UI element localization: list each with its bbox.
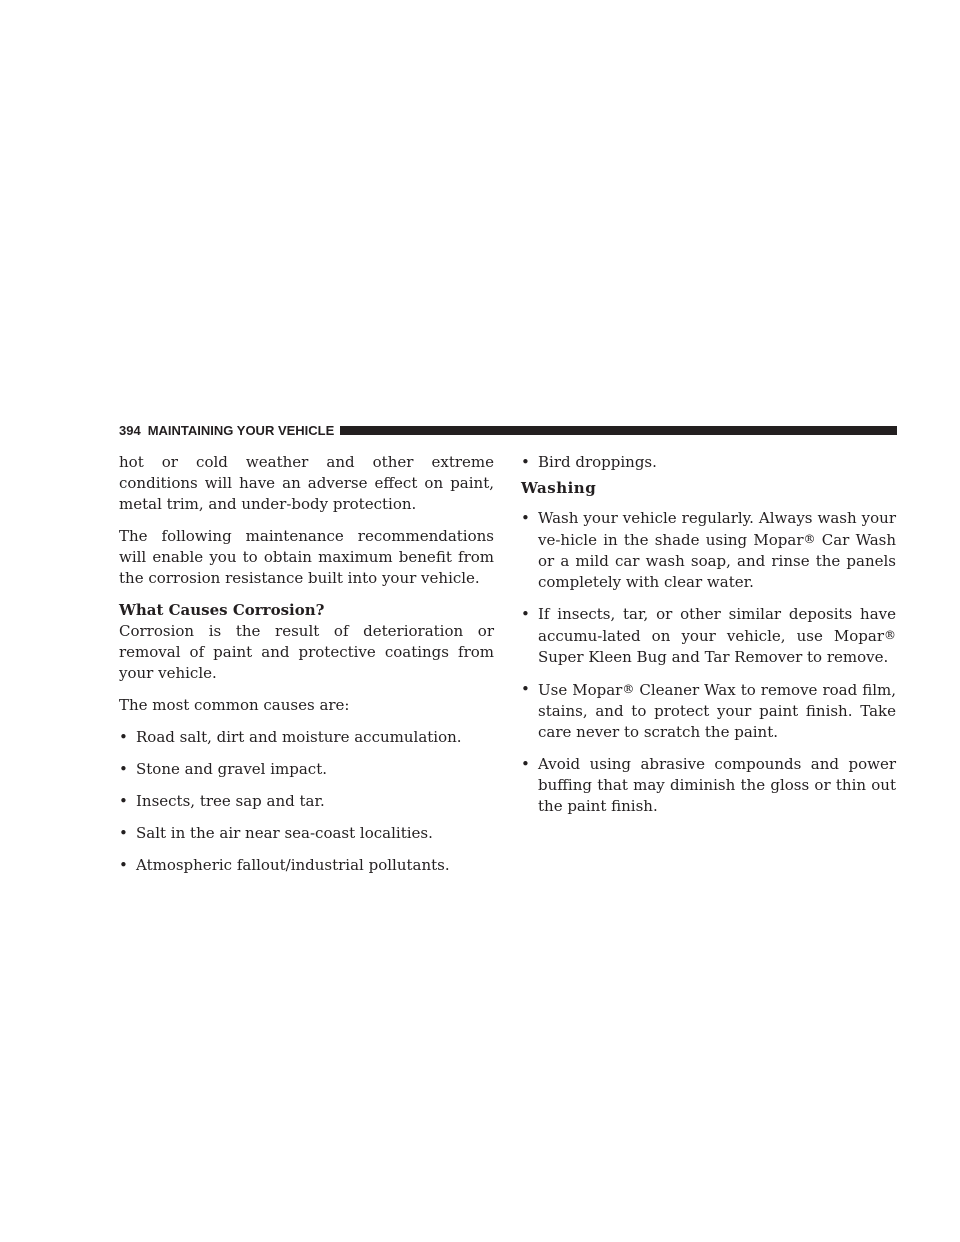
list-item bbox=[119, 855, 494, 876]
list-item-text bbox=[538, 604, 896, 668]
list-item bbox=[119, 823, 494, 844]
bullet-icon: • bbox=[521, 680, 530, 698]
list-item bbox=[119, 759, 494, 780]
registered-mark: ® bbox=[622, 682, 635, 696]
list-item-text bbox=[538, 679, 896, 743]
left-column bbox=[119, 452, 494, 887]
list-item-text: Salt in the air near sea-coast localities. bbox=[136, 824, 433, 842]
text-fragment: Wash your vehicle regularly. Always wash your ve-hicle in the shade using Mopar bbox=[538, 509, 896, 549]
list-item bbox=[521, 452, 896, 473]
text-fragment: If insects, tar, or other similar deposits have accumu-lated on your vehicle, use Mopar bbox=[538, 605, 896, 645]
list-item-text: Atmospheric fallout/industrial pollutants. bbox=[136, 856, 450, 874]
text-fragment: Car Wash or a mild car wash soap, and rinse the panels completely with clear water. bbox=[538, 531, 896, 591]
bullet-icon: • bbox=[521, 605, 530, 623]
list-item-text: Road salt, dirt and moisture accumulation. bbox=[136, 728, 462, 746]
list-item-text bbox=[538, 754, 896, 817]
bullet-icon: • bbox=[521, 453, 530, 471]
list-item bbox=[521, 604, 896, 668]
header-rule bbox=[340, 426, 897, 435]
intro-paragraph: hot or cold weather and other extreme conditions will have an adverse effect on paint, metal trim, and under-body protection. bbox=[119, 453, 494, 513]
page-header bbox=[119, 422, 897, 438]
text-fragment: Avoid using abrasive compounds and power buffing that may diminish the gloss or thin out the paint finish. bbox=[538, 755, 896, 815]
washing-heading: Washing bbox=[521, 479, 597, 497]
list-item bbox=[119, 791, 494, 812]
causes-paragraph: Corrosion is the result of deterioration or removal of paint and protective coatings from your vehicle. bbox=[119, 622, 494, 682]
causes-heading: What Causes Corrosion? bbox=[119, 601, 325, 619]
list-item bbox=[119, 727, 494, 748]
list-item bbox=[521, 679, 896, 743]
bullet-icon: • bbox=[119, 792, 128, 810]
list-item-text: Bird droppings. bbox=[538, 453, 657, 471]
list-item-text bbox=[538, 508, 896, 593]
list-item bbox=[521, 508, 896, 593]
bullet-icon: • bbox=[119, 856, 128, 874]
text-fragment: Super Kleen Bug and Tar Remover to remove. bbox=[538, 648, 889, 666]
list-item bbox=[521, 754, 896, 817]
bullet-icon: • bbox=[521, 509, 530, 527]
text-fragment: Cleaner Wax to remove road film, stains, and to protect your paint finish. Take care never to scratch the paint. bbox=[538, 681, 896, 741]
text-fragment: Use Mopar bbox=[538, 681, 623, 699]
right-column bbox=[521, 452, 896, 828]
bullet-icon: • bbox=[119, 824, 128, 842]
common-causes-lead: The most common causes are: bbox=[119, 696, 350, 714]
list-item-text: Insects, tree sap and tar. bbox=[136, 792, 325, 810]
bullet-icon: • bbox=[119, 728, 128, 746]
bullet-icon: • bbox=[119, 760, 128, 778]
bullet-icon: • bbox=[521, 755, 530, 773]
list-item-text: Stone and gravel impact. bbox=[136, 760, 328, 778]
registered-mark: ® bbox=[884, 628, 896, 642]
registered-mark: ® bbox=[803, 532, 816, 546]
recommendation-paragraph: The following maintenance recommendations will enable you to obtain maximum benefit from the corrosion resistance built into your vehicle. bbox=[119, 527, 494, 587]
section-title: MAINTAINING YOUR VEHICLE bbox=[147, 422, 335, 438]
page-number: 394 bbox=[119, 422, 141, 438]
